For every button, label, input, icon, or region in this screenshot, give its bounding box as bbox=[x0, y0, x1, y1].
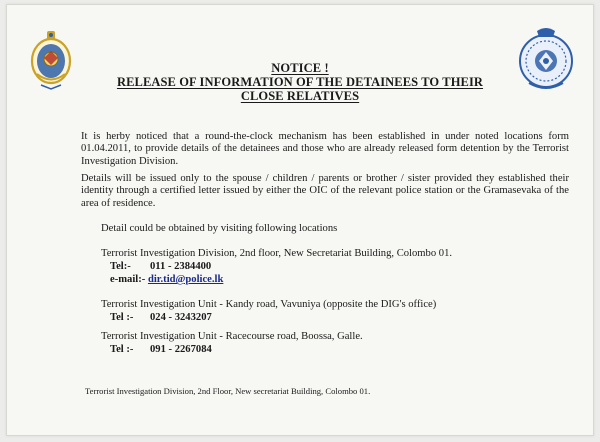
detail-intro: Detail could be obtained by visiting following locations bbox=[101, 223, 338, 234]
location-address: Terrorist Investigation Division, 2nd floor, New Secretariat Building, Colombo 01. bbox=[101, 248, 453, 259]
location-email bbox=[110, 274, 223, 285]
paragraph-eligibility: Details will be issued only to the spouse / children / parents or brother / sister provided they established their identity through a certified letter issued by either the OIC of the relevant police station or the Gramasevaka of the area of residence. bbox=[81, 173, 569, 209]
email-label: e-mail:- bbox=[110, 274, 146, 285]
tel-number: 091 - 2267084 bbox=[150, 344, 212, 355]
email-link[interactable]: dir.tid@police.lk bbox=[147, 274, 224, 285]
location-tel bbox=[110, 312, 212, 323]
notice-subtitle-line1: RELEASE OF INFORMATION OF THE DETAINEES TO THEIR bbox=[116, 75, 484, 89]
paragraph-mechanism: It is herby noticed that a round-the-clock mechanism has been established in under noted locations form 01.04.2011, to provide details of the detainees and those who are already released form detention by the Terrorist Investigation Division. bbox=[81, 131, 569, 167]
tel-label: Tel:- bbox=[110, 261, 131, 272]
footer-address: Terrorist Investigation Division, 2nd Floor, New secretariat Building, Colombo 01. bbox=[85, 386, 371, 396]
tel-label: Tel :- bbox=[110, 344, 134, 355]
tel-number: 024 - 3243207 bbox=[150, 312, 212, 323]
tel-number: 011 - 2384400 bbox=[150, 261, 212, 272]
location-address: Terrorist Investigation Unit - Kandy road, Vavuniya (opposite the DIG's office) bbox=[101, 299, 437, 310]
notice-subtitle-line2: CLOSE RELATIVES bbox=[240, 89, 360, 103]
tel-label: Tel :- bbox=[110, 312, 134, 323]
location-address: Terrorist Investigation Unit - Racecourse road, Boossa, Galle. bbox=[101, 331, 363, 342]
location-tel bbox=[110, 344, 212, 355]
notice-document bbox=[6, 4, 594, 436]
location-tel bbox=[110, 261, 211, 272]
notice-title: NOTICE ! bbox=[271, 61, 329, 75]
